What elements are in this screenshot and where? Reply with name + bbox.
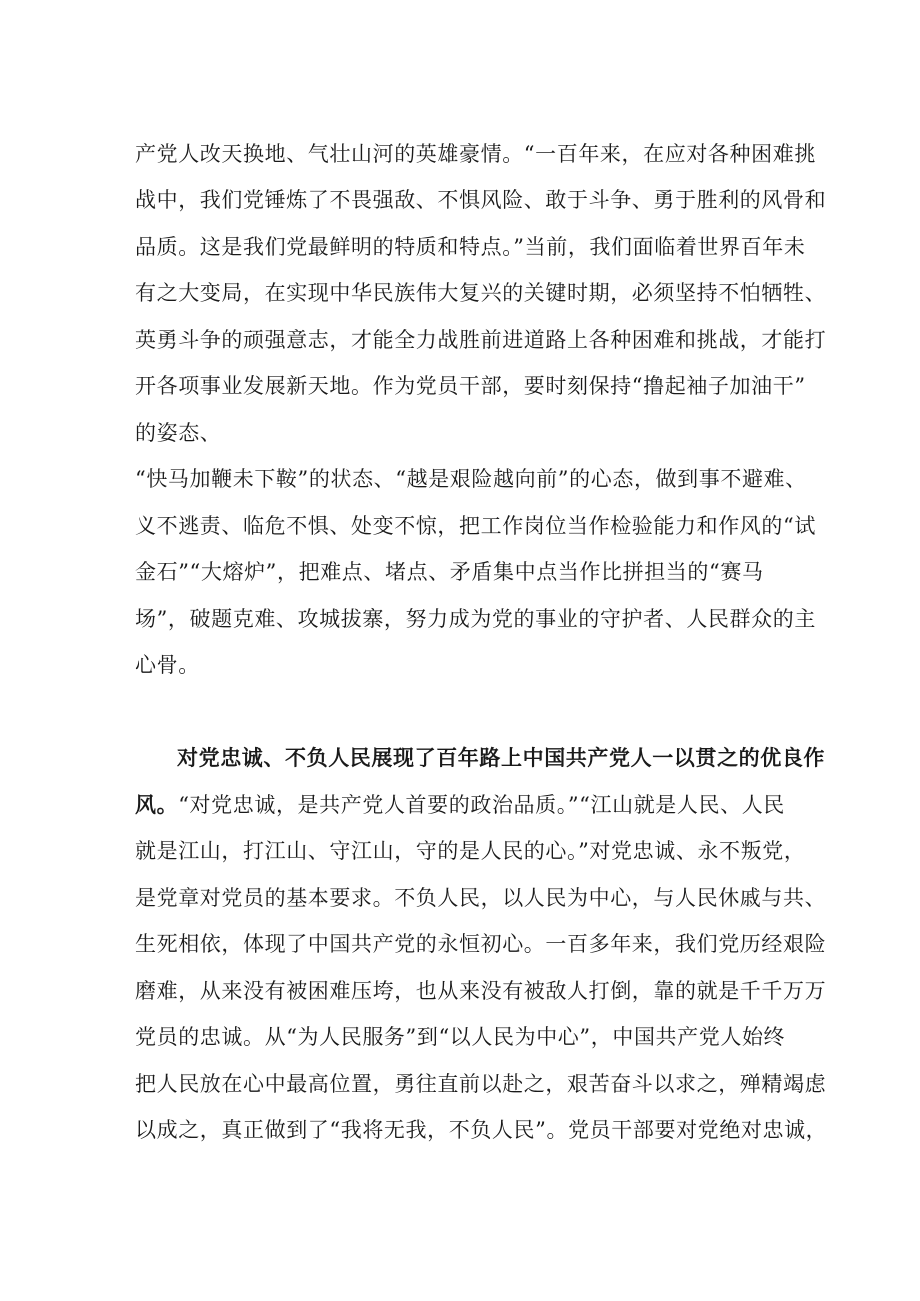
paragraph-1-line-3: 品质。这是我们党最鲜明的特质和特点。”当前，我们面临着世界百年未 <box>135 235 806 259</box>
paragraph-2-line-8: 把人民放在心中最高位置，勇往直前以赴之，艰苦奋斗以求之，殚精竭虑 <box>135 1072 827 1096</box>
paragraph-1-line-2: 战中，我们党锤炼了不畏强敌、不惧风险、敢于斗争、勇于胜利的风骨和 <box>135 188 827 212</box>
paragraph-2-line-5: 生死相依，体现了中国共产党的永恒初心。一百多年来，我们党历经艰险 <box>135 932 827 956</box>
paragraph-2-line-7: 党员的忠诚。从“为人民服务”到“以人民为中心”，中国共产党人始终 <box>135 1025 786 1049</box>
paragraph-1-line-6: 开各项事业发展新天地。作为党员干部，要时刻保持“撸起袖子加油干” <box>135 374 806 398</box>
paragraph-1-line-12: 心骨。 <box>135 653 200 677</box>
paragraph-1-line-10: 金石”“大熔炉”，把难点、堵点、矛盾集中点当作比拼担当的“赛马 <box>135 560 764 584</box>
paragraph-1-line-5: 英勇斗争的顽强意志，才能全力战胜前进道路上各种困难和挑战，才能打 <box>135 328 827 352</box>
paragraph-2-line-9: 以成之，真正做到了“我将无我，不负人民”。党员干部要对党绝对忠诚， <box>135 1118 828 1142</box>
paragraph-2-line-6: 磨难，从来没有被困难压垮，也从来没有被敌人打倒，靠的就是千千万万 <box>135 979 827 1003</box>
paragraph-1-line-7: 的姿态、 <box>135 421 222 445</box>
paragraph-2-line-2-rest: “对党忠诚，是共产党人首要的政治品质。”“江山就是人民、人民 <box>178 793 785 817</box>
paragraph-1-line-9: 义不逃责、临危不惧、处变不惊，把工作岗位当作检验能力和作风的“试 <box>135 514 816 538</box>
paragraph-1-line-1: 产党人改天换地、气壮山河的英雄豪情。“一百年来，在应对各种困难挑 <box>135 142 816 166</box>
paragraph-2-line-3: 就是江山，打江山、守江山，守的是人民的心。”对党忠诚、永不叛党， <box>135 839 806 863</box>
paragraph-1-line-11: 场”，破题克难、攻城拔寨，努力成为党的事业的守护者、人民群众的主 <box>135 607 816 631</box>
paragraph-2-lead-line-2: 风。 <box>135 792 179 817</box>
paragraph-2-line-4: 是党章对党员的基本要求。不负人民，以人民为中心，与人民休戚与共、 <box>135 886 827 910</box>
paragraph-2-lead-line-1: 对党忠诚、不负人民展现了百年路上中国共产党人一以贯之的优良作 <box>177 745 825 770</box>
paragraph-1-line-8: “快马加鞭未下鞍”的状态、“越是艰险越向前”的心态，做到事不避难、 <box>135 467 807 491</box>
paragraph-1-line-4: 有之大变局，在实现中华民族伟大复兴的关键时期，必须坚持不怕牺牲、 <box>135 281 827 305</box>
paragraph-2-line-2 <box>135 790 785 820</box>
